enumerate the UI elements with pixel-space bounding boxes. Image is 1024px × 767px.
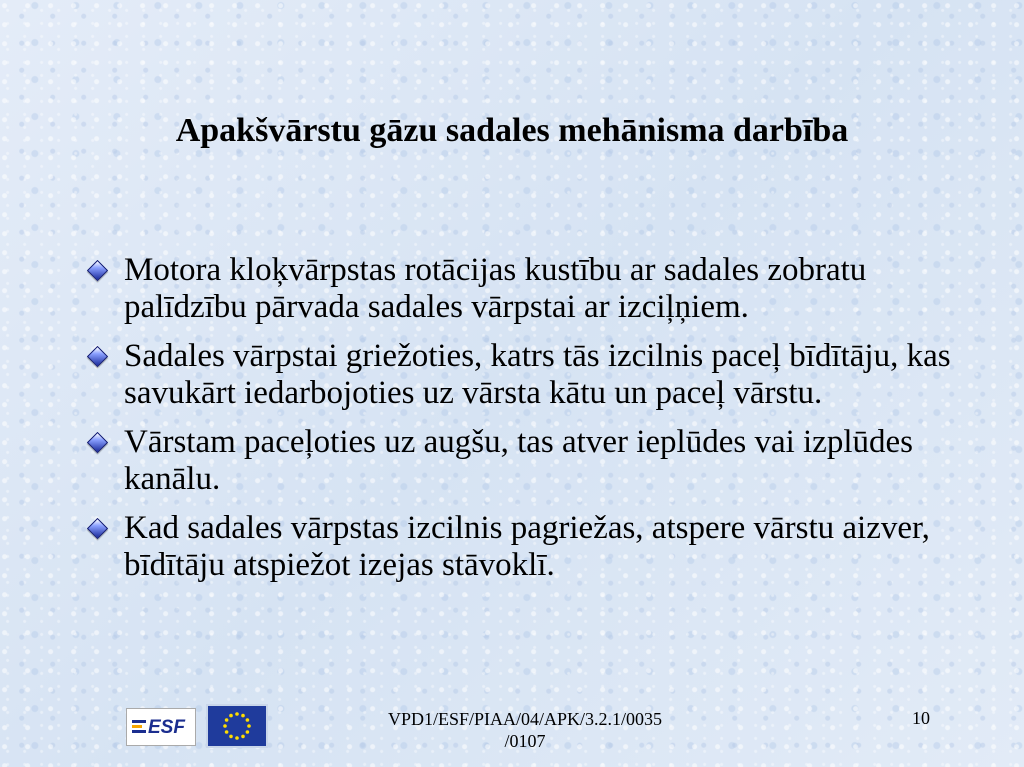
bullet-list	[84, 252, 964, 596]
slide-title: Apakšvārstu gāzu sadales mehānisma darbība	[175, 112, 849, 149]
diamond-bullet-icon	[87, 346, 108, 367]
page-number: 10	[912, 708, 930, 728]
eu-flag-icon	[206, 704, 268, 748]
diamond-bullet-icon	[87, 432, 108, 453]
bullet-item	[84, 252, 964, 326]
footer-project-code	[300, 708, 750, 752]
esf-logo-text: ESF	[148, 717, 185, 738]
bullet-text: Vārstam paceļoties uz augšu, tas atver ieplūdes vai izplūdes kanālu.	[124, 424, 913, 497]
footer-code-line-2: /0107	[504, 731, 546, 751]
bullet-text: Sadales vārpstai griežoties, katrs tās izcilnis paceļ bīdītāju, kas savukārt iedarbojoties uz vārsta kātu un paceļ vārstu.	[124, 338, 951, 411]
bullet-text: Motora kloķvārpstas rotācijas kustību ar sadales zobratu palīdzību pārvada sadales vārpstai ar izciļņiem.	[124, 252, 867, 325]
diamond-bullet-icon	[87, 518, 108, 539]
bullet-item	[84, 510, 964, 584]
esf-logo	[126, 708, 196, 746]
esf-logo-bars-icon	[132, 720, 146, 736]
diamond-bullet-icon	[87, 260, 108, 281]
bullet-item	[84, 338, 964, 412]
footer-code-line-1: VPD1/ESF/PIAA/04/APK/3.2.1/0035	[387, 709, 663, 729]
bullet-item	[84, 424, 964, 498]
bullet-text: Kad sadales vārpstas izcilnis pagriežas, atspere vārstu aizver, bīdītāju atspiežot izejas stāvoklī.	[124, 510, 930, 583]
